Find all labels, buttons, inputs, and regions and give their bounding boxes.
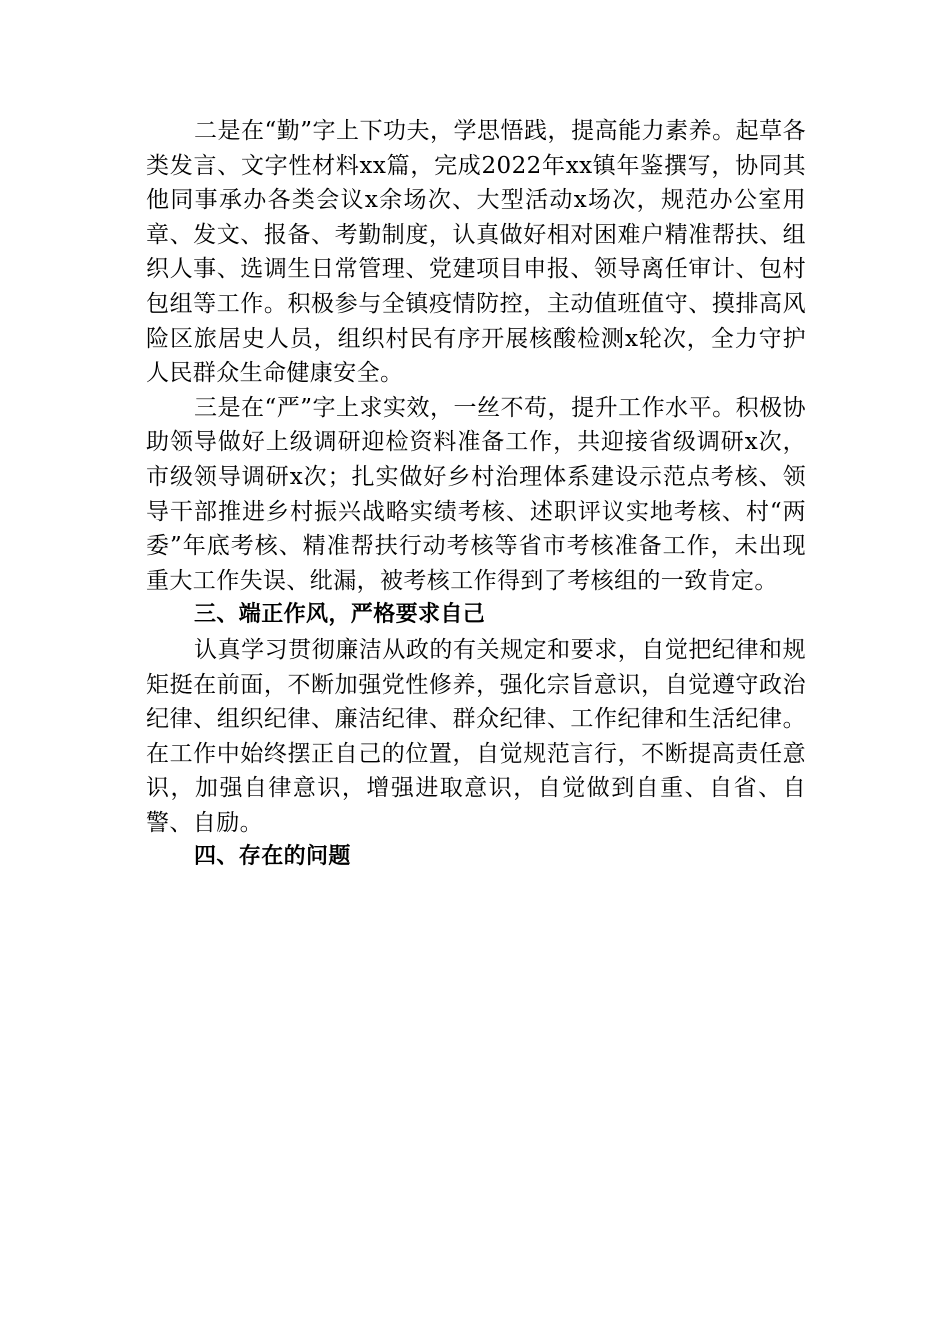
paragraph-diligence: 二是在“勤”字上下功夫，学思悟践，提高能力素养。起草各类发言、文字性材料xx篇，完成2022年xx镇年鉴撰写，协同其他同事承办各类会议x余场次、大型活动x场次，规范办公室用章、发文、报备、考勤制度，认真做好相对困难户精准帮扶、组织人事、选调生日常管理、党建项目申报、领导离任审计、包村包组等工作。积极参与全镇疫情防控，主动值班值守、摸排高风险区旅居史人员，组织村民有序开展核酸检测x轮次，全力守护人民群众生命健康安全。 — [146, 118, 806, 387]
document-page — [146, 114, 806, 875]
paragraph-strictness: 三是在“严”字上求实效，一丝不苟，提升工作水平。积极协助领导做好上级调研迎检资料准备工作，共迎接省级调研x次，市级领导调研x次；扎实做好乡村治理体系建设示范点考核、领导干部推进乡村振兴战略实绩考核、述职评议实地考核、村“两委”年底考核、精准帮扶行动考核等省市考核准备工作，未出现重大工作失误、纰漏，被考核工作得到了考核组的一致肯定。 — [146, 394, 806, 594]
section-heading-conduct: 三、端正作风，严格要求自己 — [194, 602, 486, 628]
section-heading-problems: 四、存在的问题 — [194, 844, 351, 870]
paragraph-discipline: 认真学习贯彻廉洁从政的有关规定和要求，自觉把纪律和规矩挺在前面，不断加强党性修养，强化宗旨意识，自觉遵守政治纪律、组织纪律、廉洁纪律、群众纪律、工作纪律和生活纪律。在工作中始终摆正自己的位置，自觉规范言行，不断提高责任意识，加强自律意识，增强进取意识，自觉做到自重、自省、自警、自励。 — [146, 636, 806, 836]
